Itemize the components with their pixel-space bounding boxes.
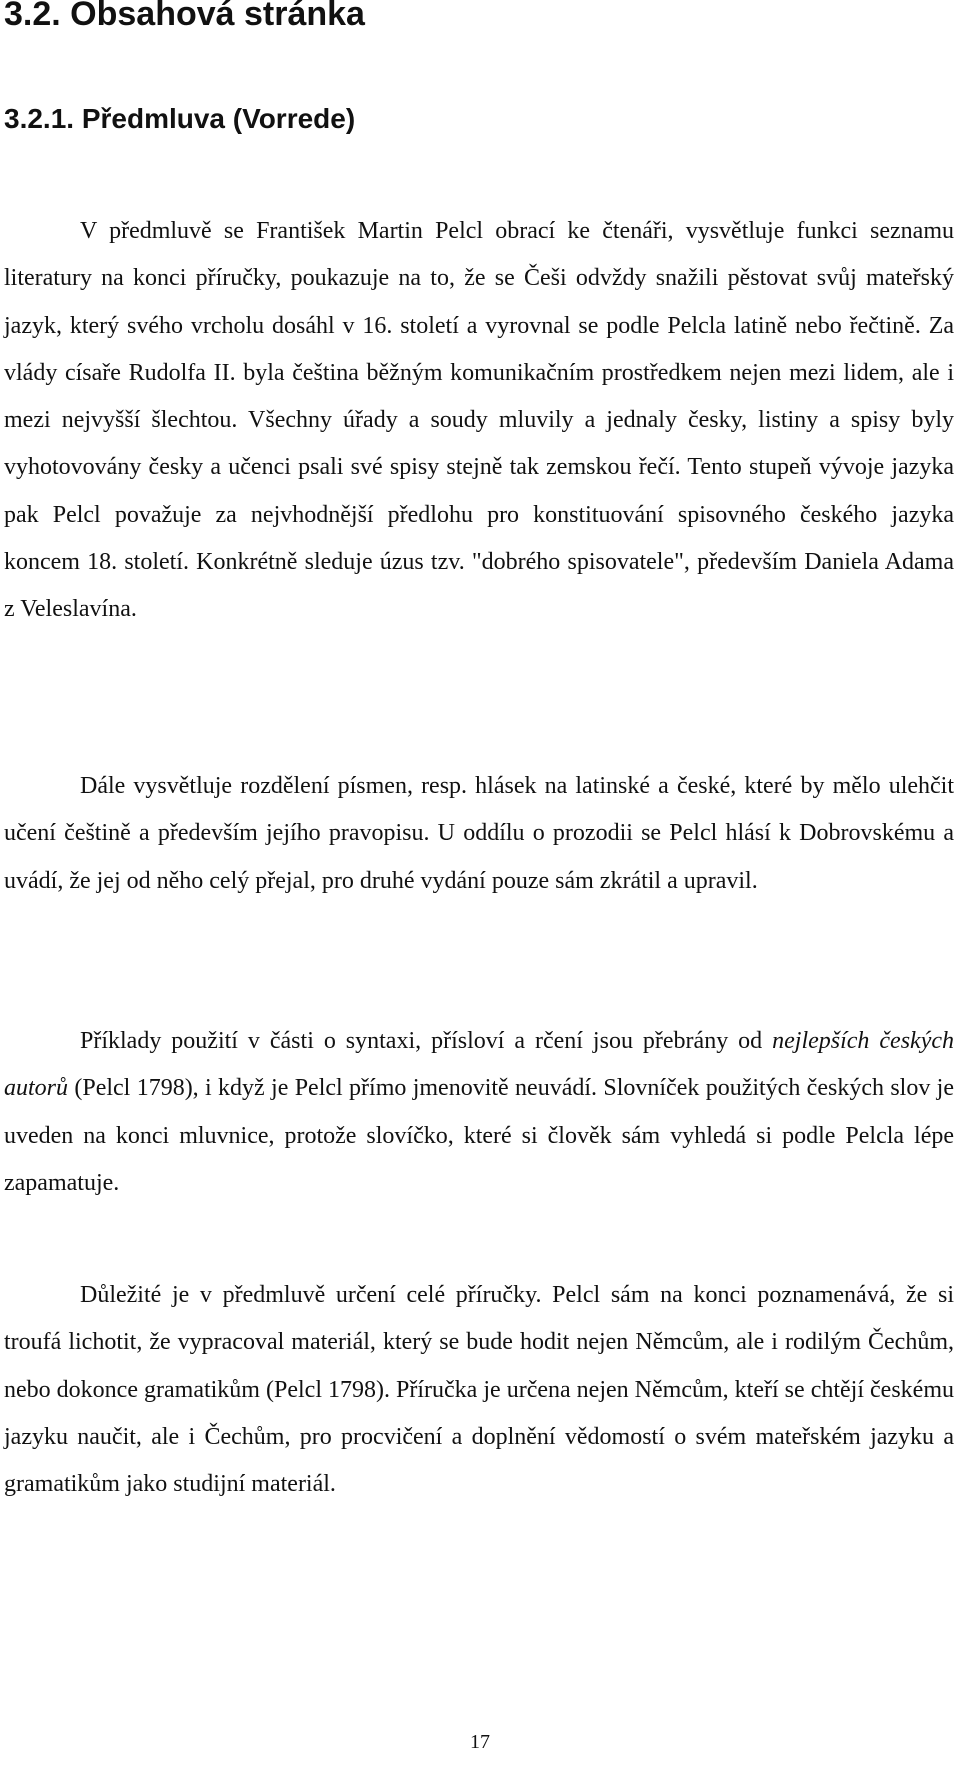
paragraph-alphabet: Dále vysvětluje rozdělení písmen, resp. hlásek na latinské a české, které by mělo ulehčit učení češtině a především jejího pravopisu. U oddílu o prozodii se Pelcl hlásí k Dobrovskému a uvádí, že jej od něho celý přejal, pro druhé vydání pouze sám zkrátil a upravil. bbox=[4, 773, 954, 894]
paragraph-examples-emphasis: nejlepších českých autorů bbox=[4, 1028, 954, 1102]
paragraph-purpose: Důležité je v předmluvě určení celé příručky. Pelcl sám na konci poznamenává, že si troufá lichotit, že vypracoval materiál, který se bude hodit nejen Němcům, ale i rodilým Čechům, nebo dokonce gramatikům (Pelcl 1798). Příručka je určena nejen Němcům, kteří se chtějí českému jazyku naučit, ale i Čechům, pro procvičení a doplnění vědomostí o svém mateřském jazyku a gramatikům jako studijní materiál. bbox=[4, 1282, 954, 1498]
paragraph-intro: V předmluvě se František Martin Pelcl obrací ke čtenáři, vysvětluje funkci seznamu literatury na konci příručky, poukazuje na to, že se Češi odvždy snažili pěstovat svůj mateřský jazyk, který svého vrcholu dosáhl v 16. století a vyrovnal se podle Pelcla latině nebo řečtině. Za vlády císaře Rudolfa II. byla čeština běžným komunikačním prostředkem nejen mezi lidem, ale i mezi nejvyšší šlechtou. Všechny úřady a soudy mluvily a jednaly česky, listiny a spisy byly vyhotovovány česky a učenci psali své spisy stejně tak zemskou řečí. Tento stupeň vývoje jazyka pak Pelcl považuje za nejvhodnější předlohu pro konstituování spisovného českého jazyka koncem 18. století. Konkrétně sleduje úzus tzv. "dobrého spisovatele", především Daniela Adama z Veleslavína. bbox=[4, 218, 954, 623]
paragraph-examples-text-before: Příklady použití v části o syntaxi, přísloví a rčení jsou přebrány od bbox=[80, 1028, 773, 1054]
paragraph-examples-text-after: (Pelcl 1798), i když je Pelcl přímo jmenovitě neuvádí. Slovníček použitých českých slov je uveden na konci mluvnice, protože slovíčko, které si člověk sám vyhledá si podle Pelcla lépe zapamatuje. bbox=[4, 1075, 954, 1196]
subsection-heading: 3.2.1. Předmluva (Vorrede) bbox=[4, 103, 356, 134]
section-heading: 3.2. Obsahová stránka bbox=[4, 0, 365, 33]
page-number: 17 bbox=[470, 1731, 490, 1753]
paragraph-examples bbox=[4, 1018, 954, 1207]
